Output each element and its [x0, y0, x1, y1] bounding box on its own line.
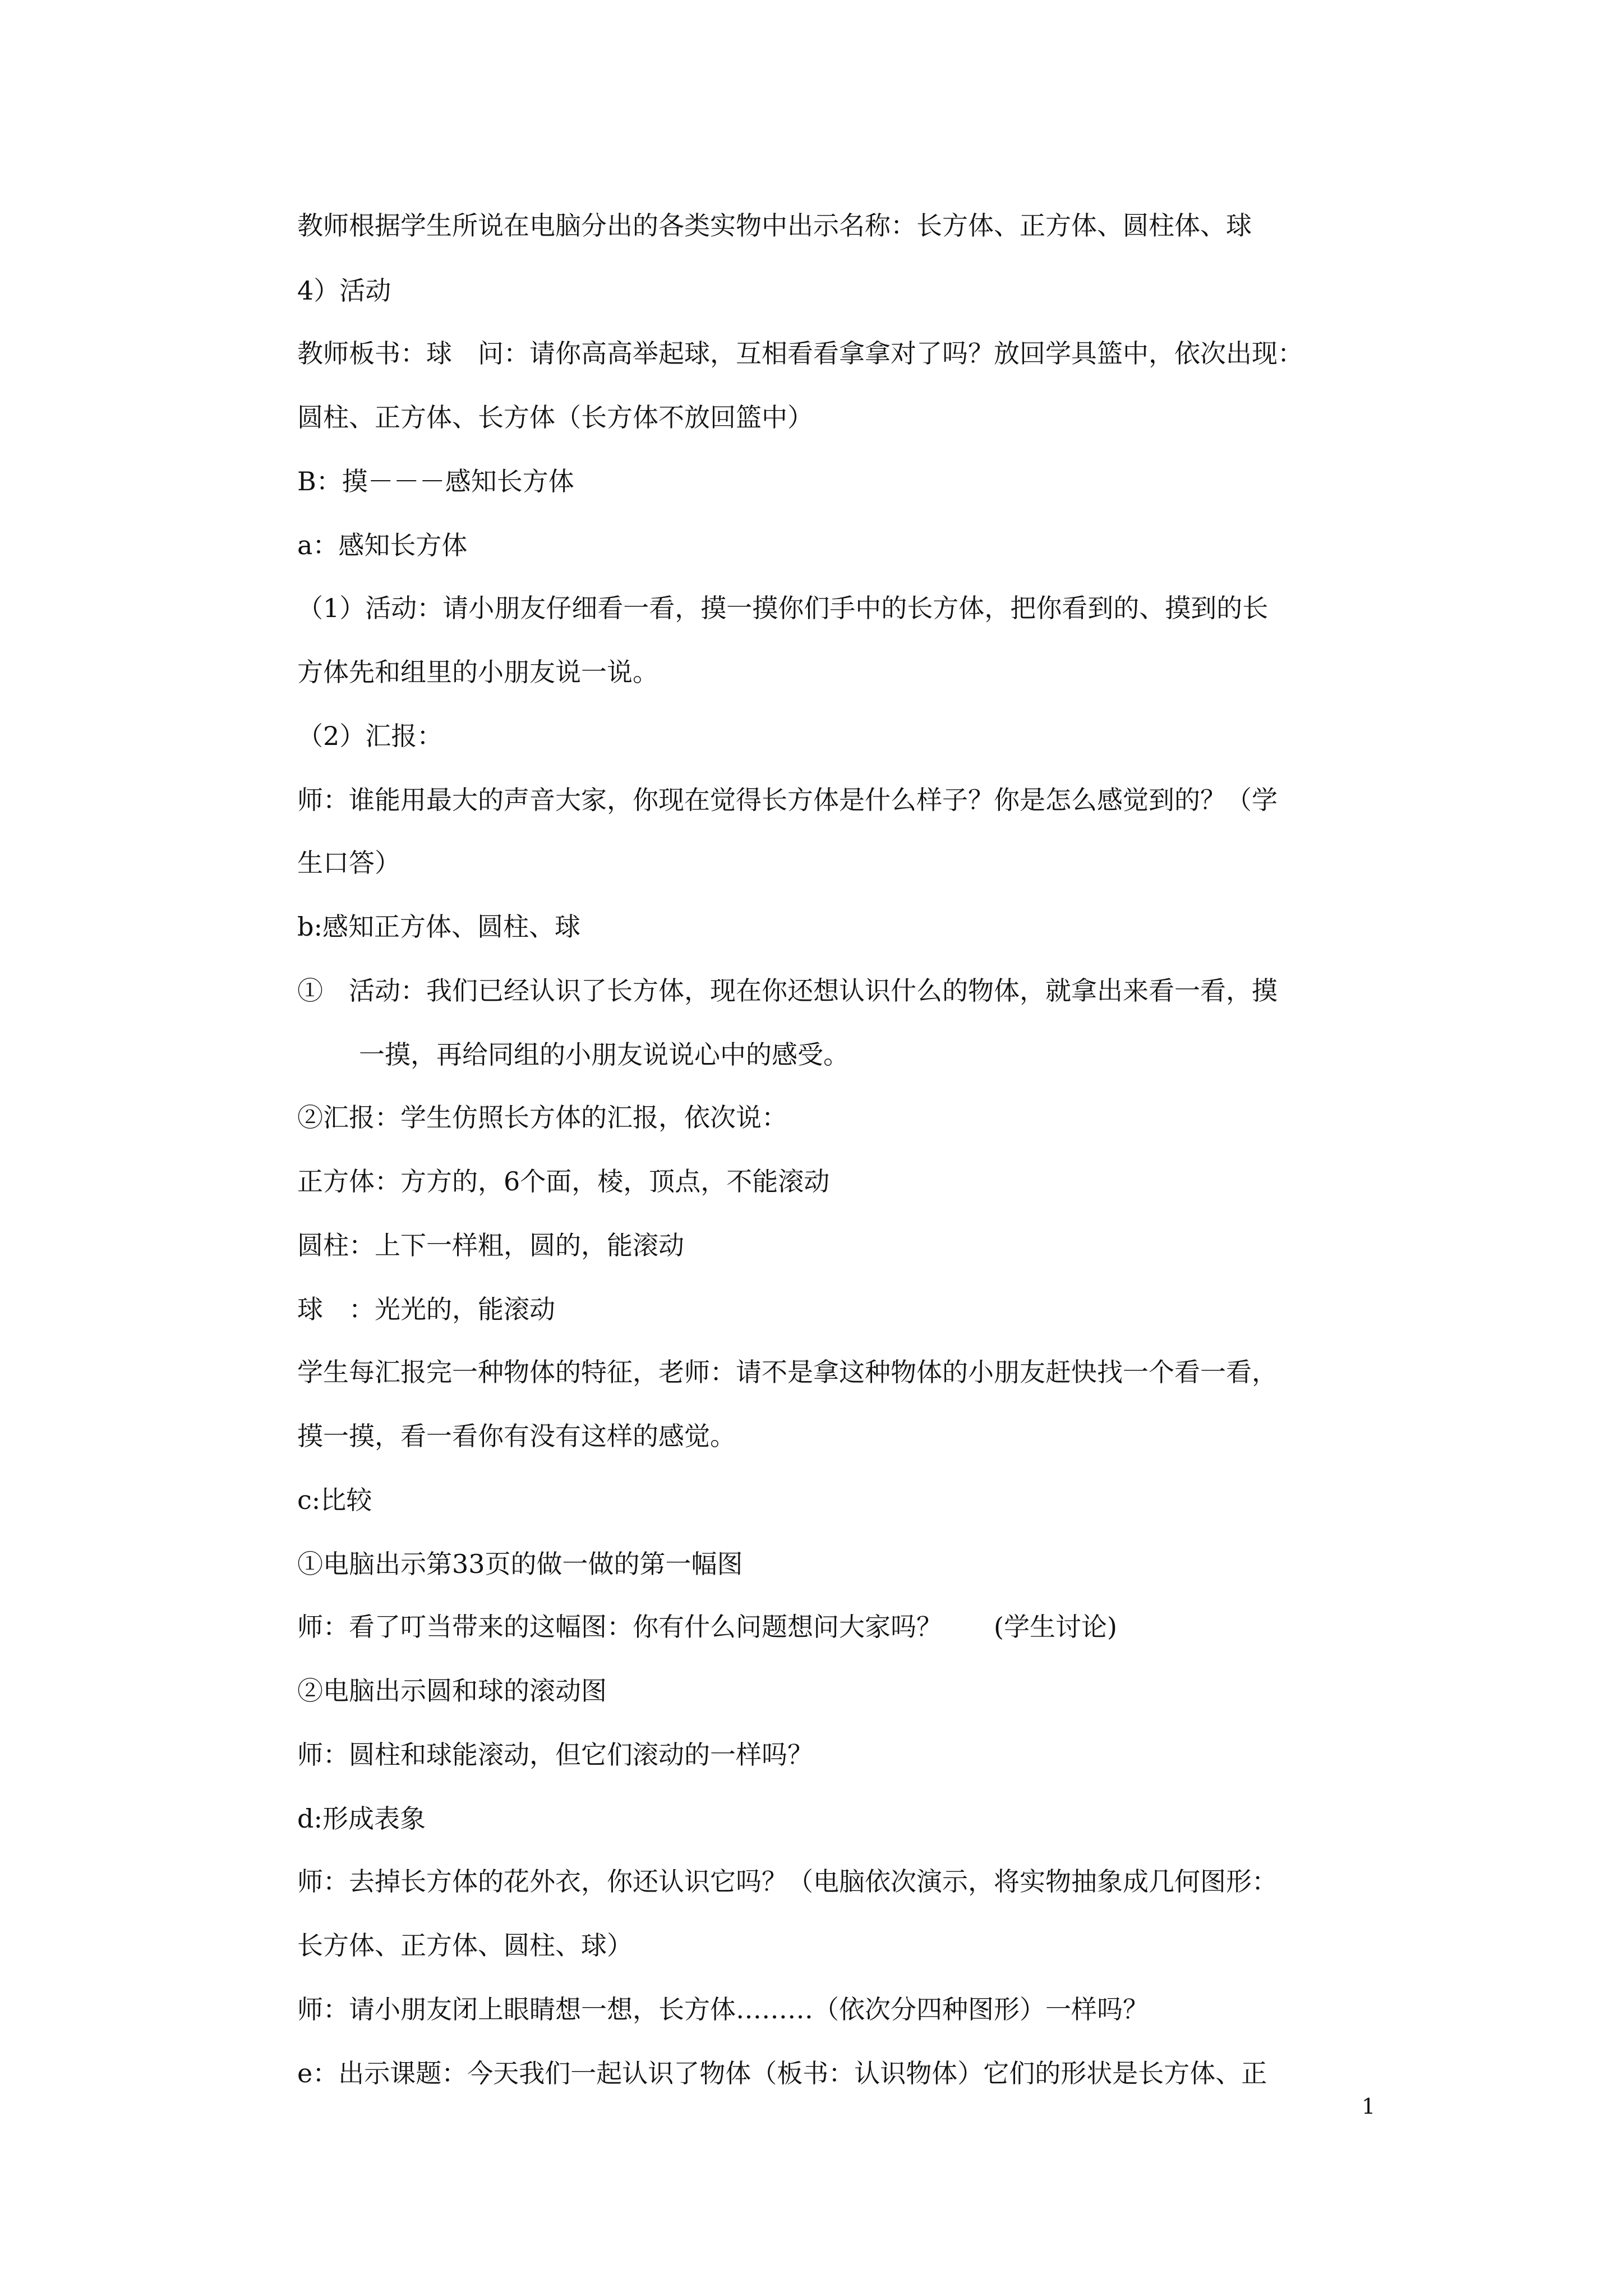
text-line: 球 ：光光的，能滚动 — [297, 1294, 555, 1324]
text-line: e：出示课题：今天我们一起认识了物体（板书：认识物体）它们的形状是长方体、正 — [297, 2058, 1267, 2088]
text-line: 长方体、正方体、圆柱、球） — [297, 1930, 633, 1961]
text-line: 师：谁能用最大的声音大家，你现在觉得长方体是什么样子？你是怎么感觉到的？（学 — [297, 785, 1278, 815]
text-line: 师：圆柱和球能滚动，但它们滚动的一样吗？ — [297, 1740, 813, 1770]
text-line: ②电脑出示圆和球的滚动图 — [297, 1676, 607, 1706]
text-line: 师：看了叮当带来的这幅图：你有什么问题想问大家吗？ (学生讨论) — [297, 1612, 1117, 1642]
text-line: 摸一摸，看一看你有没有这样的感觉。 — [297, 1421, 736, 1451]
text-line: 学生每汇报完一种物体的特征，老师：请不是拿这种物体的小朋友赶快找一个看一看， — [297, 1357, 1278, 1387]
text-line: d:形成表象 — [297, 1803, 426, 1834]
text-line: 4）活动 — [297, 275, 391, 306]
text-line: 正方体：方方的，6个面，棱，顶点，不能滚动 — [297, 1166, 830, 1197]
text-line: ②汇报：学生仿照长方体的汇报，依次说： — [297, 1102, 787, 1133]
text-line: 教师板书：球 问：请你高高举起球，互相看看拿拿对了吗？放回学具篮中，依次出现： — [297, 338, 1303, 369]
text-line: ①电脑出示第33页的做一做的第一幅图 — [297, 1549, 743, 1579]
text-line: B：摸－－－感知长方体 — [297, 466, 574, 496]
text-line: （2）汇报： — [297, 721, 443, 751]
text-line: c:比较 — [297, 1485, 372, 1515]
text-line: 一摸，再给同组的小朋友说说心中的感受。 — [359, 1039, 849, 1070]
text-line: a：感知长方体 — [297, 530, 468, 560]
text-line: （1）活动：请小朋友仔细看一看，摸一摸你们手中的长方体，把你看到的、摸到的长 — [297, 593, 1269, 623]
text-line: 圆柱、正方体、长方体（长方体不放回篮中） — [297, 402, 813, 432]
text-line: ① 活动：我们已经认识了长方体，现在你还想认识什么的物体，就拿出来看一看，摸 — [297, 976, 1278, 1006]
text-line: 方体先和组里的小朋友说一说。 — [297, 657, 658, 687]
text-line: 教师根据学生所说在电脑分出的各类实物中出示名称：长方体、正方体、圆柱体、球 — [297, 210, 1252, 241]
text-line: 圆柱：上下一样粗，圆的，能滚动 — [297, 1230, 684, 1260]
text-line: 师：请小朋友闭上眼睛想一想，长方体………（依次分四种图形）一样吗？ — [297, 1994, 1149, 2024]
text-line: b:感知正方体、圆柱、球 — [297, 912, 580, 942]
text-line: 生口答） — [297, 848, 400, 878]
page-number: 1 — [1362, 2094, 1376, 2119]
text-line: 师：去掉长方体的花外衣，你还认识它吗？（电脑依次演示，将实物抽象成几何图形： — [297, 1866, 1278, 1897]
